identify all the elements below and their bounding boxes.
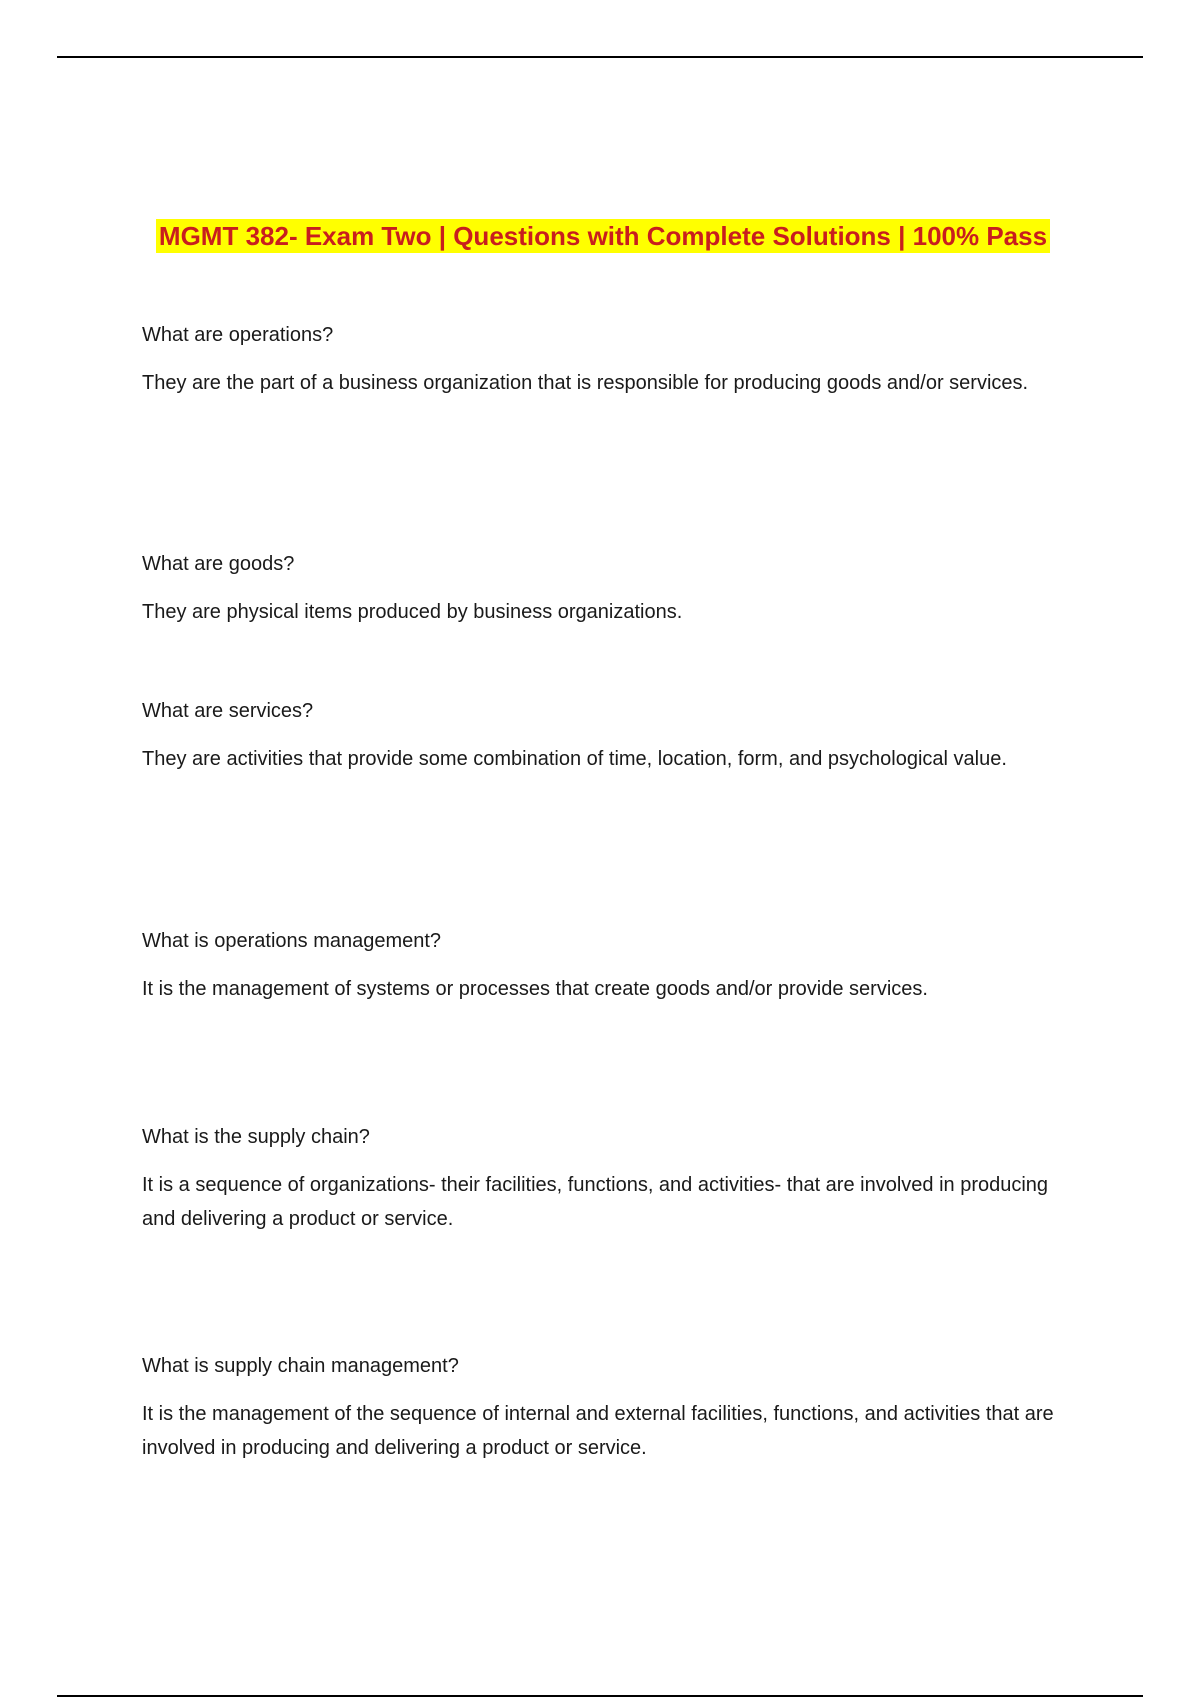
- question-text: What is the supply chain?: [142, 1126, 370, 1148]
- answer-text: It is a sequence of organizations- their facilities, functions, and activities- that are involved in producing and delivering a product or service.: [142, 1174, 1049, 1230]
- question-text: What is operations management?: [142, 930, 442, 952]
- qa-item-supply-chain-management: [142, 1349, 1082, 1465]
- qa-item-services: [142, 694, 1082, 776]
- answer-text: It is the management of systems or processes that create goods and/or provide services.: [142, 978, 928, 1000]
- question-text: What are operations?: [142, 324, 334, 346]
- qa-item-operations-management: [142, 924, 1082, 1006]
- header-rule: [57, 56, 1143, 58]
- qa-item-supply-chain: [142, 1120, 1082, 1236]
- question-text: What are goods?: [142, 553, 295, 575]
- document-title-text: MGMT 382- Exam Two | Questions with Complete Solutions | 100% Pass: [156, 219, 1050, 253]
- answer-text: They are activities that provide some combination of time, location, form, and psychological value.: [142, 748, 1007, 770]
- qa-item-goods: [142, 547, 1082, 629]
- answer-text: They are the part of a business organization that is responsible for producing goods and/or services.: [142, 372, 1029, 394]
- question-text: What is supply chain management?: [142, 1355, 459, 1377]
- footer-rule: [57, 1695, 1143, 1697]
- qa-item-operations: [142, 318, 1082, 400]
- document-title: [142, 214, 1064, 259]
- question-text: What are services?: [142, 700, 314, 722]
- answer-text: It is the management of the sequence of internal and external facilities, functions, and activities that are involved in producing and delivering a product or service.: [142, 1403, 1054, 1459]
- answer-text: They are physical items produced by business organizations.: [142, 601, 683, 623]
